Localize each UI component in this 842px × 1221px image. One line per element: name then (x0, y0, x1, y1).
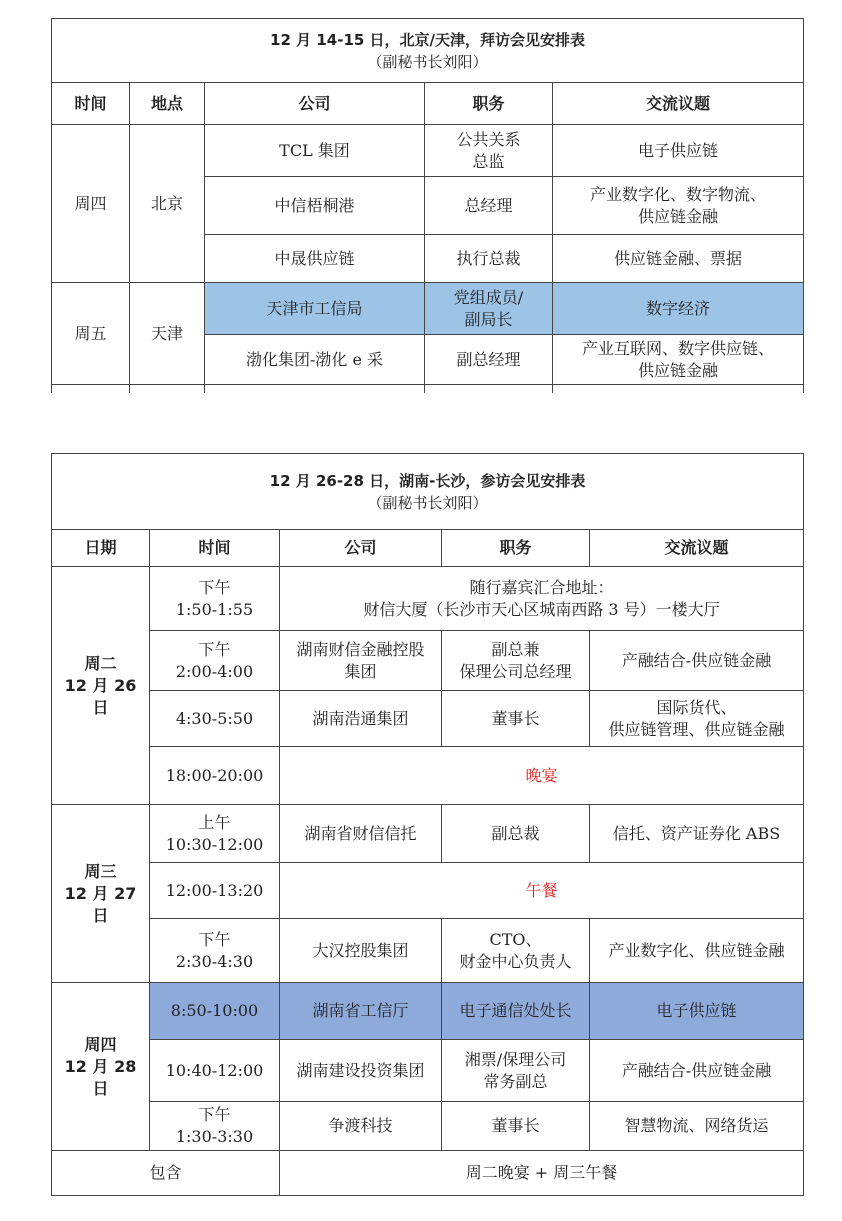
topic-cell: 产融结合-供应链金融 (590, 1040, 804, 1102)
table-title: 12 月 14-15 日，北京/天津，拜访会见安排表 (270, 30, 586, 49)
table-subtitle: （副秘书长刘阳） (367, 52, 488, 71)
topic-cell (553, 335, 804, 385)
role-cell: 执行总裁 (425, 235, 553, 283)
topic-line: 供应链金融 (638, 206, 719, 226)
time-line: 下午 (198, 1105, 231, 1124)
table-row (52, 747, 804, 805)
meal-cell: 晚宴 (280, 747, 804, 805)
table-row (52, 691, 804, 747)
cutoff-cell (425, 385, 553, 394)
schedule-table-changsha (51, 453, 804, 1196)
topic-cell (553, 177, 804, 235)
topic-cell: 智慧物流、网络货运 (590, 1102, 804, 1151)
time-cell: 4:30-5:50 (150, 691, 280, 747)
header-time: 时间 (52, 83, 130, 125)
cutoff-cell (52, 385, 130, 394)
meal-cell: 午餐 (280, 863, 804, 919)
company-cell: 湖南省财信信托 (280, 805, 442, 863)
date-cell (52, 567, 150, 805)
company-cell: 天津市工信局 (205, 283, 425, 335)
footer-value: 周二晚宴 + 周三午餐 (280, 1151, 804, 1196)
cutoff-cell (205, 385, 425, 394)
role-line: 湘票/保理公司 (464, 1049, 567, 1069)
topic-line: 产业互联网、数字供应链、 (582, 338, 775, 358)
place-cell: 北京 (130, 125, 205, 283)
header-role: 职务 (425, 83, 553, 125)
table-row (52, 919, 804, 983)
header-company: 公司 (280, 530, 442, 567)
time-cell (150, 919, 280, 983)
time-cell: 18:00-20:00 (150, 747, 280, 805)
table-title: 12 月 26-28 日，湖南-长沙，参访会见安排表 (269, 471, 586, 490)
table-row (52, 1040, 804, 1102)
role-cell (425, 283, 553, 335)
date: 12 月 28 日 (64, 1056, 137, 1098)
company-line: 湖南财信金融控股 (296, 639, 425, 659)
meeting-point-label: 随行嘉宾汇合地址： (469, 577, 614, 597)
table-cutoff-row (52, 385, 804, 394)
footer-row (52, 1151, 804, 1196)
company-cell: 湖南建设投资集团 (280, 1040, 442, 1102)
cutoff-cell (553, 385, 804, 394)
time-cell: 8:50-10:00 (150, 983, 280, 1040)
place-cell: 天津 (130, 283, 205, 385)
footer-label: 包含 (52, 1151, 280, 1196)
date: 12 月 27 日 (64, 883, 137, 925)
time-cell (150, 631, 280, 691)
topic-cell: 产业数字化、供应链金融 (590, 919, 804, 983)
table-row (52, 983, 804, 1040)
time-cell (150, 567, 280, 631)
time-cell (150, 1102, 280, 1151)
company-cell: 湖南浩通集团 (280, 691, 442, 747)
role-line: CTO、 (489, 929, 542, 949)
date-cell (52, 983, 150, 1151)
role-cell (442, 631, 590, 691)
role-line: 保理公司总经理 (459, 661, 572, 681)
header-date: 日期 (52, 530, 150, 567)
topic-line: 供应链管理、供应链金融 (608, 719, 785, 739)
role-cell: 电子通信处处长 (442, 983, 590, 1040)
company-cell: TCL 集团 (205, 125, 425, 177)
company-cell: 湖南省工信厅 (280, 983, 442, 1040)
topic-line: 产业数字化、数字物流、 (590, 184, 767, 204)
company-line: 集团 (344, 661, 377, 681)
meeting-point-cell (280, 567, 804, 631)
topic-line: 供应链金融 (638, 360, 719, 380)
time-line: 2:30-4:30 (175, 951, 254, 971)
company-cell: 大汉控股集团 (280, 919, 442, 983)
day-cell: 周四 (52, 125, 130, 283)
company-cell (280, 631, 442, 691)
header-place: 地点 (130, 83, 205, 125)
table-row (52, 567, 804, 631)
table-row (52, 125, 804, 177)
date: 12 月 26 日 (64, 675, 137, 717)
header-role: 职务 (442, 530, 590, 567)
role-line: 常务副总 (483, 1071, 548, 1091)
topic-cell: 电子供应链 (590, 983, 804, 1040)
time-line: 下午 (198, 639, 231, 659)
weekday: 周三 (84, 861, 117, 881)
topic-cell (590, 691, 804, 747)
topic-cell: 数字经济 (553, 283, 804, 335)
topic-line: 国际货代、 (656, 697, 737, 717)
role-cell (442, 919, 590, 983)
role-line: 公共关系 (456, 129, 521, 149)
time-line: 下午 (198, 577, 231, 597)
role-line: 副总兼 (491, 639, 540, 659)
table-row (52, 283, 804, 335)
table-row (52, 863, 804, 919)
table-row (52, 1102, 804, 1151)
table-title-cell (52, 454, 804, 530)
day-cell: 周五 (52, 283, 130, 385)
header-time: 时间 (150, 530, 280, 567)
header-company: 公司 (205, 83, 425, 125)
weekday: 周四 (84, 1034, 117, 1054)
company-cell: 中晟供应链 (205, 235, 425, 283)
cutoff-cell (130, 385, 205, 394)
topic-cell: 信托、资产证券化 ABS (590, 805, 804, 863)
time-line: 1:50-1:55 (175, 599, 254, 619)
company-cell: 争渡科技 (280, 1102, 442, 1151)
time-line: 下午 (198, 929, 231, 949)
role-cell (442, 1040, 590, 1102)
header-topic: 交流议题 (553, 83, 804, 125)
weekday: 周二 (84, 653, 117, 673)
company-cell: 渤化集团-渤化 e 采 (205, 335, 425, 385)
time-line: 上午 (198, 812, 231, 832)
time-line: 2:00-4:00 (175, 661, 254, 681)
schedule-table-beijing-tianjin (51, 18, 804, 393)
company-cell: 中信梧桐港 (205, 177, 425, 235)
time-cell: 12:00-13:20 (150, 863, 280, 919)
role-line: 财金中心负责人 (459, 951, 572, 971)
role-line: 总监 (472, 151, 505, 171)
table-row (52, 805, 804, 863)
table-title-cell (52, 19, 804, 83)
topic-cell: 电子供应链 (553, 125, 804, 177)
role-line: 副局长 (464, 309, 513, 329)
role-cell: 董事长 (442, 1102, 590, 1151)
time-line: 10:30-12:00 (165, 834, 264, 854)
header-topic: 交流议题 (590, 530, 804, 567)
time-cell (150, 805, 280, 863)
role-line: 党组成员/ (453, 287, 524, 307)
time-line: 1:30-3:30 (175, 1127, 254, 1146)
role-cell (425, 125, 553, 177)
topic-cell: 供应链金融、票据 (553, 235, 804, 283)
meeting-point-address: 财信大厦（长沙市天心区城南西路 3 号）一楼大厅 (363, 599, 720, 619)
topic-cell: 产融结合-供应链金融 (590, 631, 804, 691)
role-cell: 总经理 (425, 177, 553, 235)
table-row (52, 631, 804, 691)
time-cell: 10:40-12:00 (150, 1040, 280, 1102)
date-cell (52, 805, 150, 983)
table-subtitle: （副秘书长刘阳） (367, 493, 488, 512)
role-cell: 副总经理 (425, 335, 553, 385)
role-cell: 副总裁 (442, 805, 590, 863)
role-cell: 董事长 (442, 691, 590, 747)
